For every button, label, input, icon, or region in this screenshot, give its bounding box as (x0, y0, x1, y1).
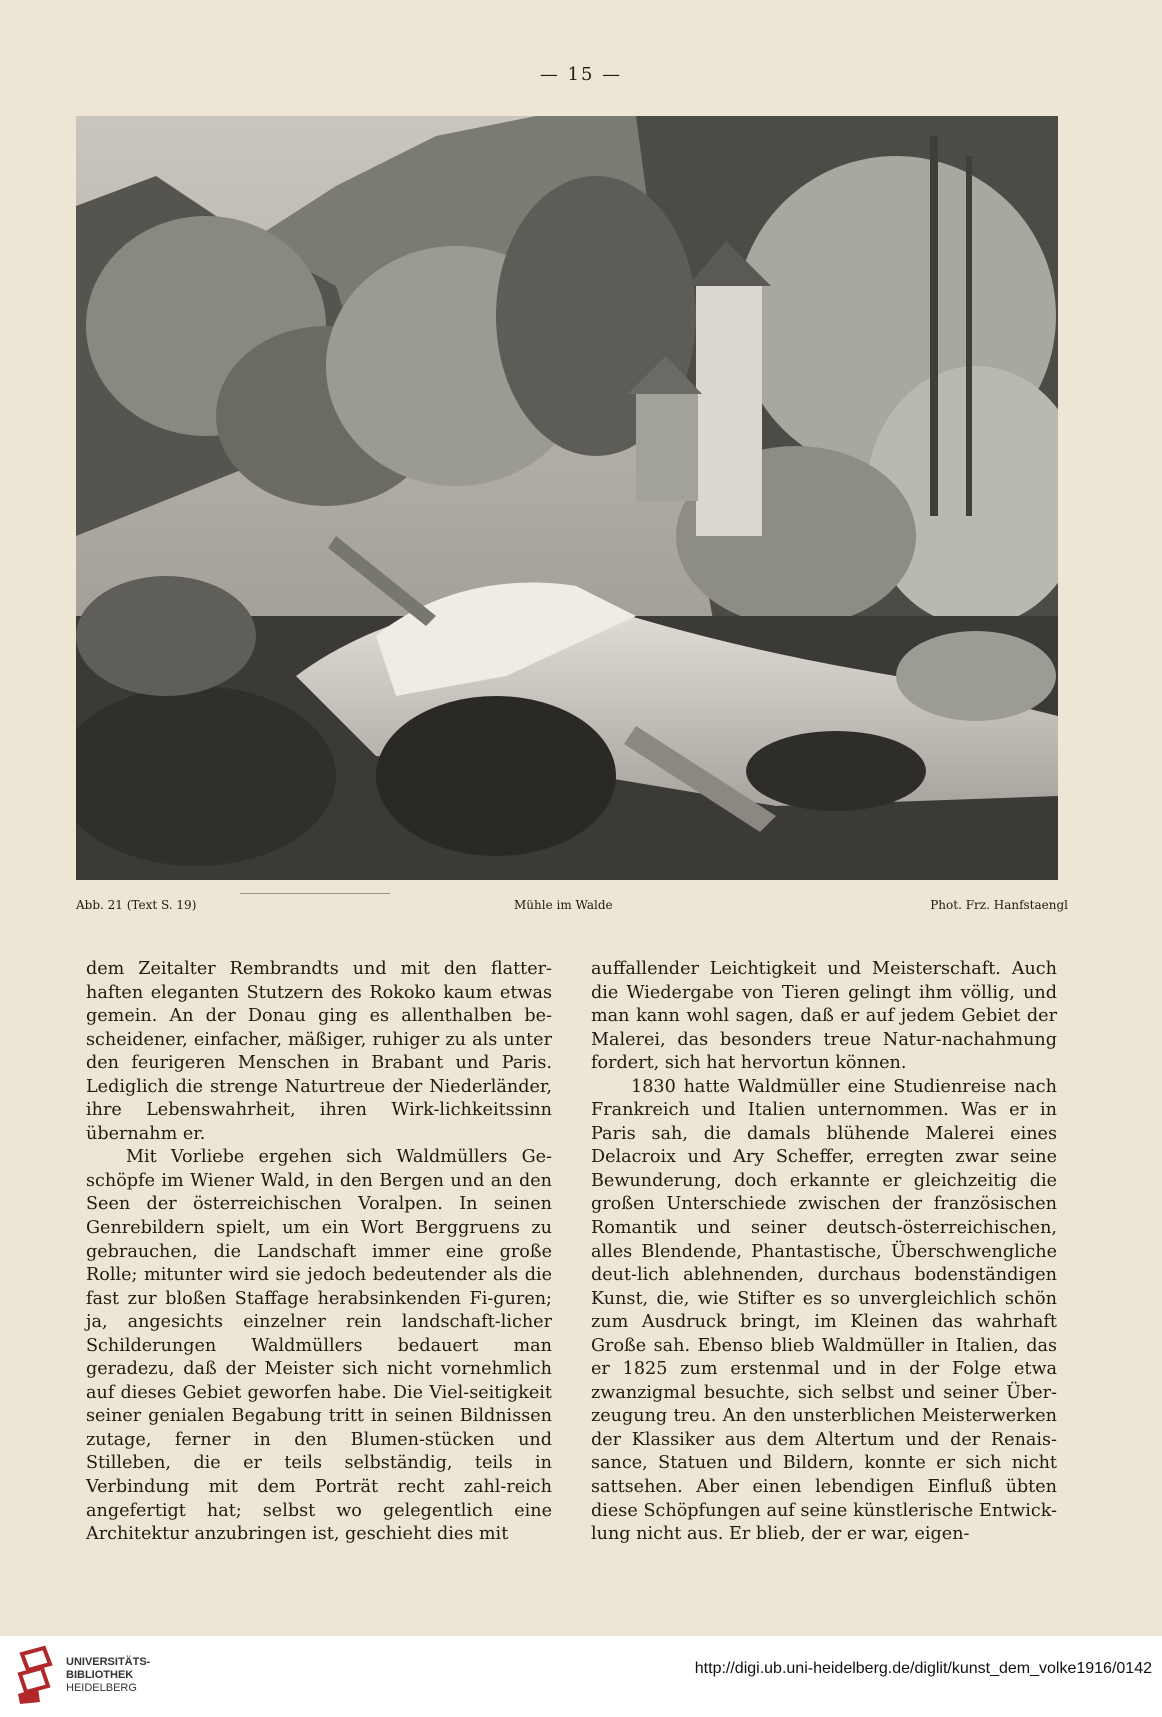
painting-image (76, 116, 1058, 880)
library-name (66, 1656, 150, 1695)
caption-figure-number: Abb. 21 (Text S. 19) (76, 898, 197, 912)
source-url[interactable]: http://digi.ub.uni-heidelberg.de/diglit/kunst_dem_volke1916/0142 (694, 1660, 1152, 1677)
text-column-left (86, 958, 552, 1547)
caption-photo-credit: Phot. Frz. Hanfstaengl (930, 898, 1068, 912)
library-footer (0, 1636, 1162, 1717)
library-name-line3: HEIDELBERG (66, 1682, 137, 1694)
text-column-right (591, 958, 1057, 1547)
paragraph: 1830 hatte Waldmüller eine Studienreise nach Frankreich und Italien unternommen. Was er in Paris sah, die damals blühende Malerei eines Delacroix und Ary Scheffer, erregten zwar seine Bewunderung, doch erkannte er gleichzeitig die großen Unterschiede zwischen der französischen Romantik und seiner deutsch-österreichischen, alles Blendende, Phantastische, Überschwengliche deut-lich ablehnenden, durchaus bodenständigen Kunst, die, wie Stifter es so unvergleichlich schön zum Ausdruck bringt, im Kleinen das wahrhaft Große sah. Ebenso blieb Waldmüller in Italien, das er 1825 zum erstenmal und in der Folge etwa zwanzigmal besuchte, sich selbst und seiner Über-zeugung treu. An den unsterblichen Meisterwerken der Klassiker aus dem Altertum und der Renais-sance, Statuen und Bildern, konnte er sich nicht sattsehen. Aber einen lebendigen Einfluß übten diese Schöpfungen auf seine künstlerische Entwick-lung nicht aus. Er blieb, der er war, eigen- (591, 1076, 1057, 1545)
paragraph: Mit Vorliebe ergehen sich Waldmüllers Ge-schöpfe im Wiener Wald, in den Bergen und an den Seen der österreichischen Voralpen. In seinen Genrebildern spielt, um ein Wort Berggruens zu gebrauchen, die Landschaft immer eine große Rolle; mitunter wird sie jedoch bedeutender als die fast zur bloßen Staffage herabsinkenden Fi-guren; ja, angesichts einzelner rein landschaft-licher Schilderungen Waldmüllers bedauert man geradezu, daß der Meister sich nicht vornehmlich auf dieses Gebiet geworfen habe. Die Viel-seitigkeit seiner genialen Begabung tritt in seinen Bildnissen zutage, ferner in den Blumen-stücken und Stilleben, die er teils selbständig, teils in Verbindung mit dem Porträt recht zahl-reich angefertigt hat; selbst wo gelegentlich eine Architektur anzubringen ist, geschieht dies mit (86, 1147, 552, 1545)
caption-rule (240, 893, 390, 894)
library-name-line1: UNIVERSITÄTS- (66, 1656, 151, 1668)
paragraph: auffallender Leichtigkeit und Meisterschaft. Auch die Wiedergabe von Tieren gelingt ihm völlig, und man kann wohl sagen, daß er auf jedem Gebiet der Malerei, das besonders treue Natur-nachahmung fordert, sich hat hervortun können. (591, 959, 1057, 1074)
figure-caption (76, 898, 1068, 912)
library-logo-icon (14, 1644, 58, 1706)
page-number: — 15 — (539, 64, 623, 85)
paragraph: dem Zeitalter Rembrandts und mit den flatter-haften eleganten Stutzern des Rokoko kaum etwas gemein. An der Donau ging es allenthalben be-scheidener, einfacher, mäßiger, ruhiger zu als unter den feurigeren Menschen in Brabant und Paris. Lediglich die strenge Naturtreue der Niederländer, ihre Lebenswahrheit, ihren Wirk-lichkeitssinn übernahm er. (86, 959, 552, 1144)
caption-title: Mühle im Walde (514, 898, 613, 912)
library-name-line2: BIBLIOTHEK (66, 1669, 134, 1681)
painting-muehle-im-walde (76, 116, 1058, 880)
